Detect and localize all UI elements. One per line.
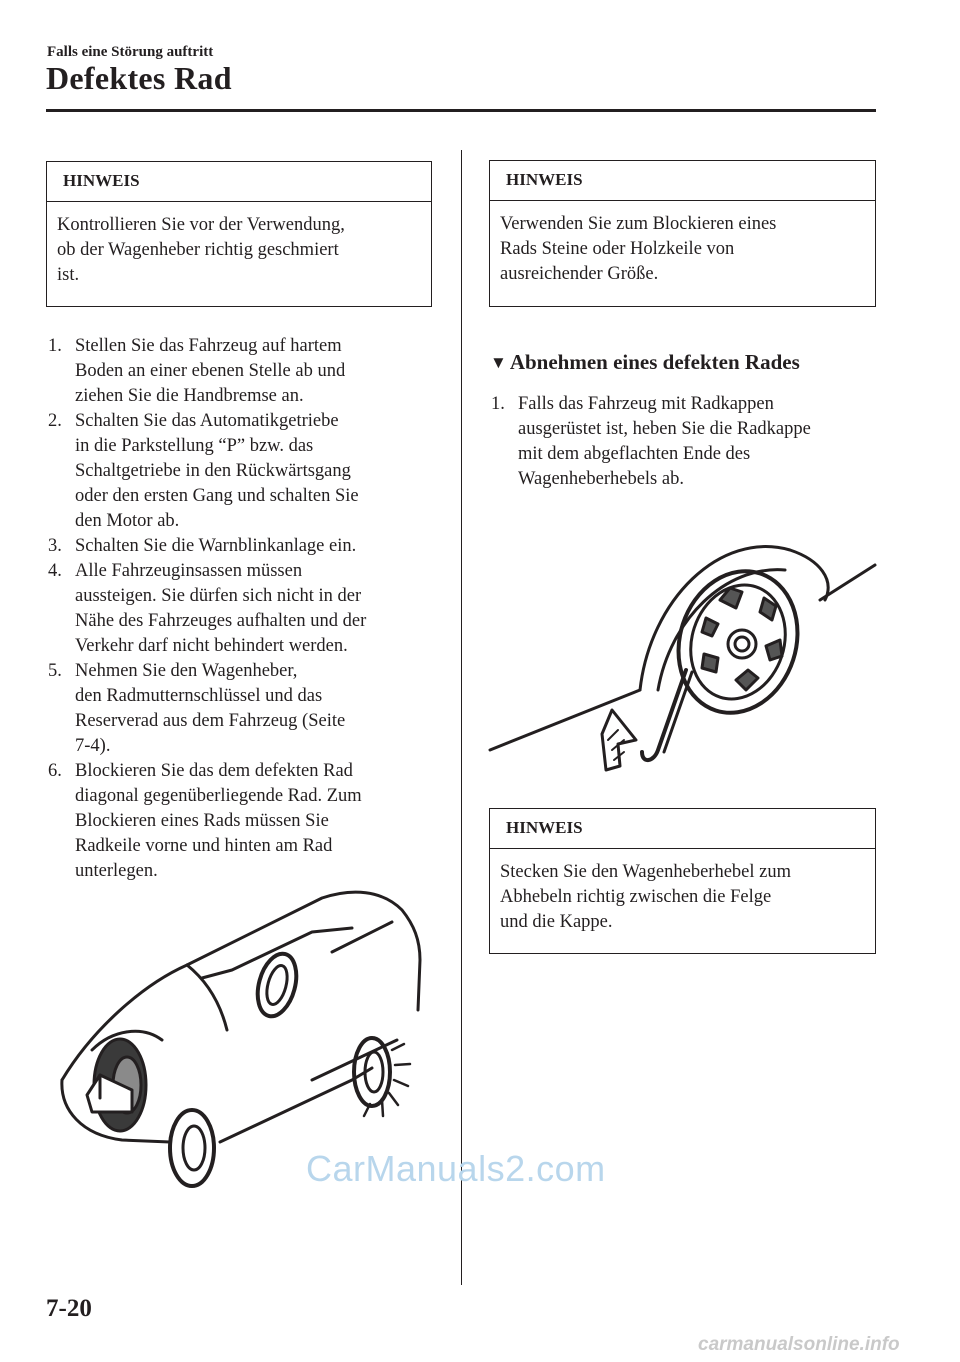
step-line: Schalten Sie die Warnblinkanlage ein.	[75, 536, 357, 556]
note-heading: HINWEIS	[490, 161, 875, 201]
step-line: Alle Fahrzeuginsassen müssen	[75, 561, 303, 581]
step-item	[48, 659, 448, 759]
step-line: in die Parkstellung “P” bzw. das	[75, 436, 314, 456]
step-line: den Motor ab.	[75, 511, 180, 531]
step-number: 1.	[48, 336, 62, 356]
step-item	[48, 409, 448, 534]
step-number: 5.	[48, 661, 62, 681]
step-line: Reserverad aus dem Fahrzeug (Seite	[75, 711, 346, 731]
subsection-heading	[490, 350, 800, 375]
step-line: diagonal gegenüberliegende Rad. Zum	[75, 786, 362, 806]
subsection-heading-text: Abnehmen eines defekten Rades	[509, 350, 800, 374]
step-number: 6.	[48, 761, 62, 781]
note-box-lubrication	[46, 161, 432, 307]
step-line: unterlegen.	[75, 861, 158, 881]
note-line: Kontrollieren Sie vor der Verwendung,	[57, 215, 345, 235]
step-number: 3.	[48, 536, 62, 556]
preparation-steps	[48, 334, 448, 884]
site-watermark: carmanualsonline.info	[698, 1334, 900, 1355]
step-line: Schalten Sie das Automatikgetriebe	[75, 411, 339, 431]
note-body	[490, 849, 875, 935]
step-number: 4.	[48, 561, 62, 581]
step-line: Nehmen Sie den Wagenheber,	[75, 661, 298, 681]
note-line: Stecken Sie den Wagenheberhebel zum	[500, 862, 791, 882]
step-line: mit dem abgeflachten Ende des	[518, 444, 751, 464]
step-item	[491, 392, 881, 492]
step-line: ausgerüstet ist, heben Sie die Radkappe	[518, 419, 811, 439]
page-title: Defektes Rad	[46, 60, 232, 96]
note-body	[47, 202, 431, 288]
step-line: Boden an einer ebenen Stelle ab und	[75, 361, 346, 381]
note-line: Rads Steine oder Holzkeile von	[500, 239, 735, 259]
step-line: Blockieren Sie das dem defekten Rad	[75, 761, 353, 781]
section-label: Falls eine Störung auftritt	[47, 44, 214, 60]
note-heading: HINWEIS	[47, 162, 431, 202]
note-line: ob der Wagenheber richtig geschmiert	[57, 240, 339, 260]
watermark-logo: CarManuals2.com	[306, 1148, 606, 1189]
note-body	[490, 201, 875, 287]
step-line: Stellen Sie das Fahrzeug auf hartem	[75, 336, 342, 356]
triangle-marker-icon: ▼	[490, 353, 507, 372]
step-line: Falls das Fahrzeug mit Radkappen	[518, 394, 774, 414]
step-line: den Radmutternschlüssel und das	[75, 686, 323, 706]
step-line: Wagenheberhebels ab.	[518, 469, 684, 489]
title-rule	[46, 109, 876, 112]
page-number: 7-20	[46, 1295, 92, 1322]
step-line: aussteigen. Sie dürfen sich nicht in der	[75, 586, 362, 606]
note-line: ausreichender Größe.	[500, 264, 659, 284]
note-heading: HINWEIS	[490, 809, 875, 849]
note-box-lever-placement	[489, 808, 876, 954]
removal-steps	[491, 392, 881, 492]
column-divider	[461, 150, 462, 1285]
step-line: oder den ersten Gang und schalten Sie	[75, 486, 359, 506]
step-number: 1.	[491, 394, 505, 414]
note-box-chock-size	[489, 160, 876, 307]
step-line: Nähe des Fahrzeuges aufhalten und der	[75, 611, 367, 631]
step-number: 2.	[48, 411, 62, 431]
step-item	[48, 559, 448, 659]
note-line: Verwenden Sie zum Blockieren eines	[500, 214, 777, 234]
step-item	[48, 334, 448, 409]
step-line: 7-4).	[75, 736, 111, 756]
step-line: ziehen Sie die Handbremse an.	[75, 386, 304, 406]
step-line: Radkeile vorne und hinten am Rad	[75, 836, 333, 856]
step-line: Verkehr darf nicht behindert werden.	[75, 636, 348, 656]
note-line: ist.	[57, 265, 80, 285]
car-wheel-chock-illustration	[52, 880, 432, 1180]
step-line: Blockieren eines Rads müssen Sie	[75, 811, 329, 831]
wheel-cap-removal-illustration	[490, 540, 880, 790]
note-line: Abhebeln richtig zwischen die Felge	[500, 887, 772, 907]
step-item	[48, 534, 448, 559]
step-item	[48, 759, 448, 884]
note-line: und die Kappe.	[500, 912, 613, 932]
step-line: Schaltgetriebe in den Rückwärtsgang	[75, 461, 351, 481]
